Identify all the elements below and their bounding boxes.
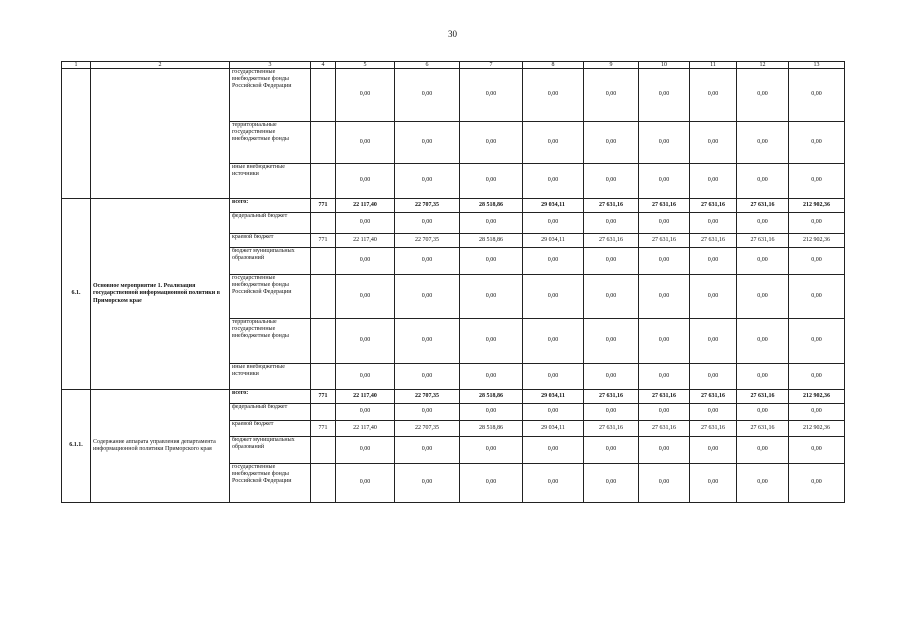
amount-cell: 0,00: [395, 164, 460, 199]
amount-cell: 0,00: [690, 319, 737, 364]
section-title: Основное мероприятие 1. Реализация государственной информационной политики в Приморском крае: [91, 199, 230, 390]
amount-cell: 0,00: [523, 464, 584, 503]
amount-cell: 28 518,86: [460, 390, 523, 404]
funding-source: федеральный бюджет: [230, 404, 311, 421]
funding-source: федеральный бюджет: [230, 213, 311, 234]
funding-source: государственные внебюджетные фонды Российской Федерации: [230, 275, 311, 319]
amount-cell: 0,00: [737, 464, 789, 503]
amount-cell: 0,00: [737, 364, 789, 390]
agency-code: [311, 364, 336, 390]
header-cell-10: 10: [639, 62, 690, 69]
amount-cell: 0,00: [584, 319, 639, 364]
amount-cell: 22 117,40: [336, 234, 395, 248]
amount-cell: 0,00: [523, 248, 584, 275]
funding-source: бюджет муниципальных образований: [230, 437, 311, 464]
amount-cell: 0,00: [395, 404, 460, 421]
amount-cell: 0,00: [737, 69, 789, 122]
amount-cell: 0,00: [737, 213, 789, 234]
amount-cell: 0,00: [690, 164, 737, 199]
amount-cell: 0,00: [336, 69, 395, 122]
agency-code: 771: [311, 234, 336, 248]
section-title: Содержание аппарата управления департамента информационной политики Приморского края: [91, 390, 230, 503]
amount-cell: 0,00: [737, 319, 789, 364]
amount-cell: 28 518,86: [460, 234, 523, 248]
header-cell-9: 9: [584, 62, 639, 69]
agency-code: 771: [311, 421, 336, 437]
amount-cell: 0,00: [584, 213, 639, 234]
amount-cell: 0,00: [690, 437, 737, 464]
amount-cell: 22 707,35: [395, 199, 460, 213]
agency-code: [311, 319, 336, 364]
agency-code: [311, 437, 336, 464]
section-number: [62, 69, 91, 199]
amount-cell: 0,00: [460, 437, 523, 464]
amount-cell: 0,00: [639, 404, 690, 421]
amount-cell: 28 518,86: [460, 199, 523, 213]
agency-code: [311, 122, 336, 164]
amount-cell: 0,00: [460, 319, 523, 364]
amount-cell: 22 707,35: [395, 390, 460, 404]
amount-cell: 0,00: [460, 213, 523, 234]
amount-cell: 29 034,11: [523, 421, 584, 437]
funding-source: всего:: [230, 199, 311, 213]
agency-code: [311, 248, 336, 275]
amount-cell: 212 902,36: [789, 234, 845, 248]
amount-cell: 0,00: [789, 69, 845, 122]
amount-cell: 22 117,40: [336, 390, 395, 404]
amount-cell: 22 707,35: [395, 421, 460, 437]
amount-cell: 0,00: [584, 437, 639, 464]
amount-cell: 0,00: [523, 164, 584, 199]
table-row: [62, 199, 845, 213]
amount-cell: 0,00: [523, 364, 584, 390]
section-title: [91, 69, 230, 199]
amount-cell: 29 034,11: [523, 234, 584, 248]
amount-cell: 0,00: [639, 69, 690, 122]
amount-cell: 27 631,16: [584, 421, 639, 437]
amount-cell: 0,00: [336, 213, 395, 234]
amount-cell: 27 631,16: [690, 390, 737, 404]
amount-cell: 0,00: [460, 404, 523, 421]
funding-source: государственные внебюджетные фонды Российской Федерации: [230, 69, 311, 122]
amount-cell: 0,00: [523, 404, 584, 421]
funding-source: краевой бюджет: [230, 421, 311, 437]
header-cell-3: 3: [230, 62, 311, 69]
amount-cell: 27 631,16: [584, 390, 639, 404]
amount-cell: 0,00: [523, 437, 584, 464]
amount-cell: 27 631,16: [690, 234, 737, 248]
amount-cell: 27 631,16: [639, 199, 690, 213]
amount-cell: 0,00: [523, 319, 584, 364]
agency-code: [311, 404, 336, 421]
amount-cell: 0,00: [395, 319, 460, 364]
amount-cell: 0,00: [395, 122, 460, 164]
table-row: [62, 69, 845, 122]
amount-cell: 0,00: [690, 364, 737, 390]
amount-cell: 0,00: [737, 275, 789, 319]
amount-cell: 0,00: [336, 437, 395, 464]
amount-cell: 0,00: [523, 213, 584, 234]
page-number: 30: [448, 29, 457, 39]
amount-cell: 0,00: [789, 464, 845, 503]
header-cell-6: 6: [395, 62, 460, 69]
amount-cell: 0,00: [523, 122, 584, 164]
amount-cell: 0,00: [584, 404, 639, 421]
amount-cell: 0,00: [584, 464, 639, 503]
agency-code: [311, 464, 336, 503]
amount-cell: 0,00: [336, 319, 395, 364]
amount-cell: 0,00: [690, 275, 737, 319]
funding-source: территориальные государственные внебюджетные фонды: [230, 122, 311, 164]
header-cell-2: 2: [91, 62, 230, 69]
amount-cell: 0,00: [460, 275, 523, 319]
amount-cell: 27 631,16: [639, 390, 690, 404]
amount-cell: 0,00: [789, 164, 845, 199]
amount-cell: 0,00: [336, 404, 395, 421]
amount-cell: 0,00: [789, 122, 845, 164]
amount-cell: 0,00: [336, 122, 395, 164]
amount-cell: 27 631,16: [690, 199, 737, 213]
amount-cell: 0,00: [690, 464, 737, 503]
amount-cell: 0,00: [584, 364, 639, 390]
amount-cell: 27 631,16: [737, 199, 789, 213]
amount-cell: 0,00: [336, 248, 395, 275]
table-row: [62, 390, 845, 404]
amount-cell: 0,00: [460, 69, 523, 122]
amount-cell: 0,00: [690, 69, 737, 122]
amount-cell: 0,00: [639, 437, 690, 464]
amount-cell: 27 631,16: [737, 390, 789, 404]
amount-cell: 0,00: [690, 404, 737, 421]
amount-cell: 0,00: [737, 404, 789, 421]
amount-cell: 0,00: [639, 319, 690, 364]
amount-cell: 0,00: [690, 213, 737, 234]
header-cell-4: 4: [311, 62, 336, 69]
amount-cell: 0,00: [336, 275, 395, 319]
amount-cell: 27 631,16: [690, 421, 737, 437]
amount-cell: 0,00: [584, 69, 639, 122]
budget-table: [61, 61, 845, 503]
funding-source: государственные внебюджетные фонды Российской Федерации: [230, 464, 311, 503]
funding-source: иные внебюджетные источники: [230, 364, 311, 390]
funding-source: бюджет муниципальных образований: [230, 248, 311, 275]
agency-code: 771: [311, 390, 336, 404]
amount-cell: 0,00: [789, 213, 845, 234]
amount-cell: 0,00: [460, 364, 523, 390]
amount-cell: 22 117,40: [336, 421, 395, 437]
funding-source: иные внебюджетные источники: [230, 164, 311, 199]
amount-cell: 29 034,11: [523, 390, 584, 404]
amount-cell: 0,00: [789, 364, 845, 390]
funding-source: территориальные государственные внебюджетные фонды: [230, 319, 311, 364]
amount-cell: 0,00: [336, 364, 395, 390]
amount-cell: 0,00: [460, 464, 523, 503]
amount-cell: 0,00: [395, 275, 460, 319]
header-cell-1: 1: [62, 62, 91, 69]
amount-cell: 0,00: [789, 319, 845, 364]
amount-cell: 0,00: [789, 275, 845, 319]
amount-cell: 0,00: [584, 248, 639, 275]
amount-cell: 212 902,36: [789, 421, 845, 437]
header-cell-12: 12: [737, 62, 789, 69]
amount-cell: 0,00: [789, 437, 845, 464]
amount-cell: 0,00: [737, 164, 789, 199]
amount-cell: 0,00: [395, 464, 460, 503]
agency-code: [311, 164, 336, 199]
section-number: 6.1.: [62, 199, 91, 390]
header-cell-13: 13: [789, 62, 845, 69]
amount-cell: 0,00: [690, 248, 737, 275]
funding-source: всего:: [230, 390, 311, 404]
amount-cell: 0,00: [737, 437, 789, 464]
header-cell-8: 8: [523, 62, 584, 69]
amount-cell: 0,00: [460, 164, 523, 199]
amount-cell: 27 631,16: [737, 421, 789, 437]
agency-code: [311, 275, 336, 319]
funding-source: краевой бюджет: [230, 234, 311, 248]
header-cell-5: 5: [336, 62, 395, 69]
amount-cell: 0,00: [523, 275, 584, 319]
amount-cell: 0,00: [789, 404, 845, 421]
amount-cell: 0,00: [639, 164, 690, 199]
amount-cell: 29 034,11: [523, 199, 584, 213]
amount-cell: 0,00: [336, 464, 395, 503]
amount-cell: 0,00: [639, 275, 690, 319]
amount-cell: 0,00: [336, 164, 395, 199]
amount-cell: 212 902,36: [789, 199, 845, 213]
amount-cell: 0,00: [639, 248, 690, 275]
agency-code: 771: [311, 199, 336, 213]
agency-code: [311, 213, 336, 234]
amount-cell: 0,00: [639, 464, 690, 503]
amount-cell: 0,00: [395, 69, 460, 122]
amount-cell: 212 902,36: [789, 390, 845, 404]
header-cell-11: 11: [690, 62, 737, 69]
amount-cell: 0,00: [737, 248, 789, 275]
amount-cell: 22 707,35: [395, 234, 460, 248]
agency-code: [311, 69, 336, 122]
amount-cell: 0,00: [395, 364, 460, 390]
amount-cell: 0,00: [395, 437, 460, 464]
amount-cell: 27 631,16: [584, 234, 639, 248]
amount-cell: 0,00: [584, 122, 639, 164]
amount-cell: 0,00: [690, 122, 737, 164]
amount-cell: 0,00: [395, 213, 460, 234]
amount-cell: 0,00: [639, 213, 690, 234]
amount-cell: 0,00: [639, 364, 690, 390]
amount-cell: 27 631,16: [639, 421, 690, 437]
amount-cell: 27 631,16: [737, 234, 789, 248]
amount-cell: 0,00: [460, 122, 523, 164]
amount-cell: 0,00: [460, 248, 523, 275]
amount-cell: 28 518,86: [460, 421, 523, 437]
amount-cell: 27 631,16: [639, 234, 690, 248]
header-row: [62, 62, 845, 69]
amount-cell: 0,00: [737, 122, 789, 164]
amount-cell: 0,00: [395, 248, 460, 275]
amount-cell: 0,00: [639, 122, 690, 164]
amount-cell: 0,00: [584, 275, 639, 319]
amount-cell: 0,00: [584, 164, 639, 199]
section-number: 6.1.1.: [62, 390, 91, 503]
amount-cell: 0,00: [523, 69, 584, 122]
amount-cell: 22 117,40: [336, 199, 395, 213]
amount-cell: 27 631,16: [584, 199, 639, 213]
amount-cell: 0,00: [789, 248, 845, 275]
header-cell-7: 7: [460, 62, 523, 69]
